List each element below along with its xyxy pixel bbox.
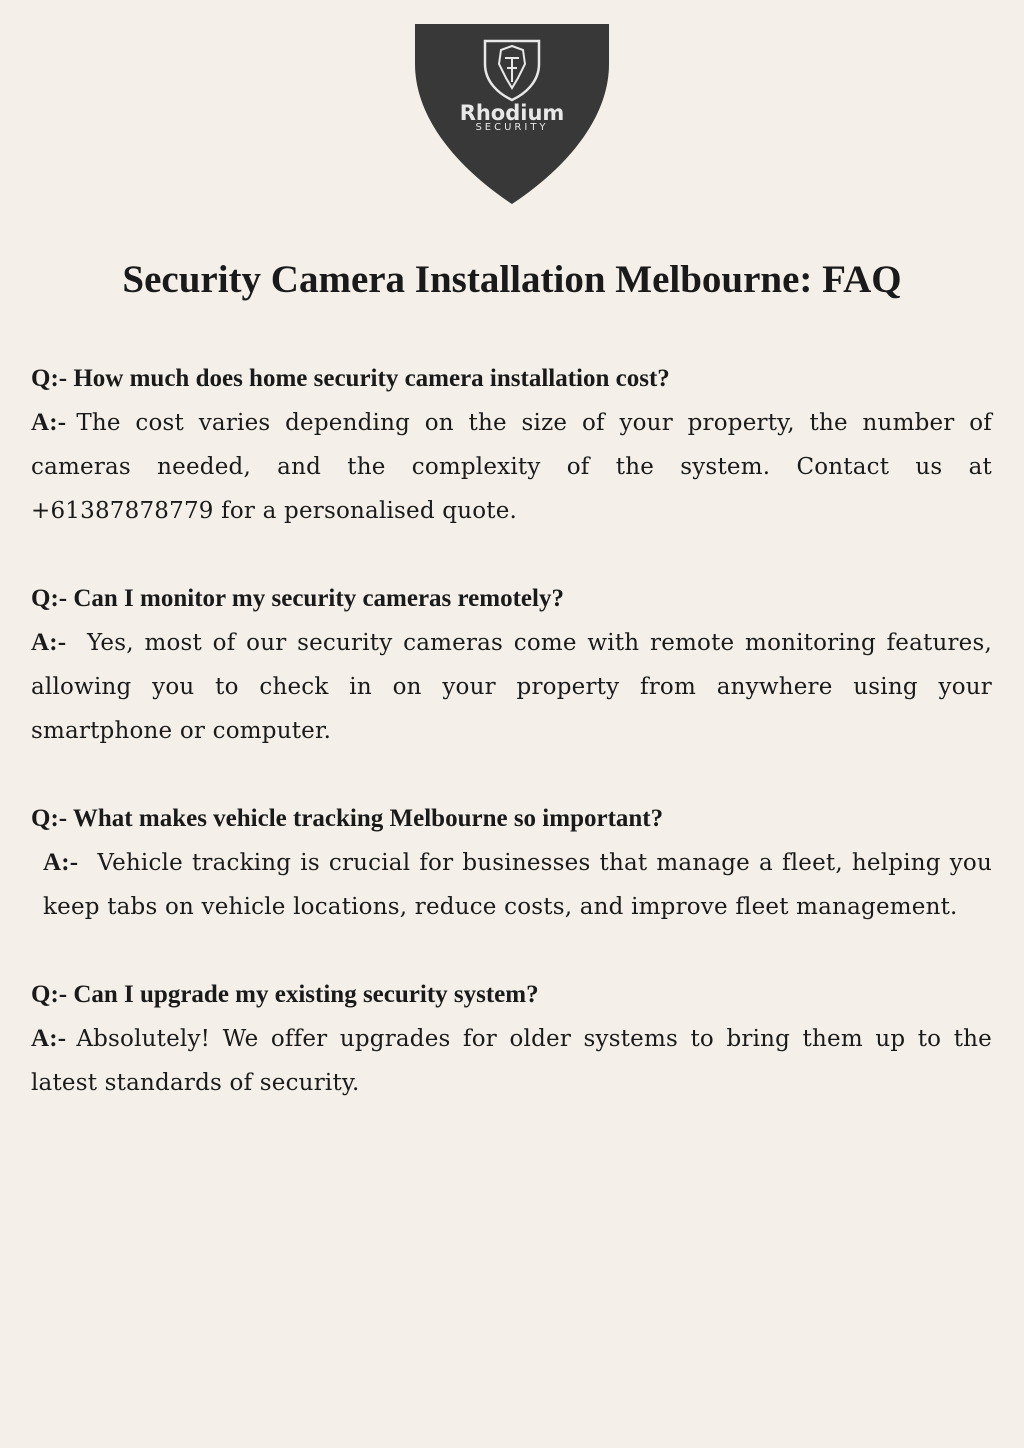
faq-question: Q:- Can I monitor my security cameras remotely? — [31, 585, 564, 612]
answer-text: Vehicle tracking is crucial for businesses that manage a fleet, helping you keep tabs on vehicle locations, reduce costs, and improve fleet management. — [43, 850, 992, 920]
faq-question: Q:- How much does home security camera installation cost? — [31, 365, 670, 392]
shield-icon — [415, 24, 609, 204]
faq-answer — [31, 841, 992, 929]
answer-text: Absolutely! We offer upgrades for older systems to bring them up to the latest standards of security. — [31, 1026, 992, 1096]
logo-brand-name: Rhodium — [459, 101, 565, 125]
logo-brand-sub: SECURITY — [475, 122, 549, 133]
faq-question: Q:- What makes vehicle tracking Melbourne so important? — [31, 805, 664, 832]
faq-answer — [31, 401, 992, 533]
faq-list — [31, 357, 992, 1149]
answer-text: The cost varies depending on the size of your property, the number of cameras needed, and the complexity of the system. Contact us at +61387878779 for a personalised quote. — [31, 410, 992, 524]
answer-prefix: A:- — [31, 629, 67, 656]
rhodium-security-logo — [415, 24, 609, 204]
faq-answer — [31, 621, 992, 753]
faq-item — [31, 357, 992, 533]
answer-text: Yes, most of our security cameras come with remote monitoring features, allowing you to check in on your property from anywhere using your smartphone or computer. — [31, 630, 992, 744]
faq-item — [31, 577, 992, 753]
answer-prefix: A:- — [31, 409, 67, 436]
answer-prefix: A:- — [31, 1025, 67, 1052]
faq-item — [31, 797, 992, 929]
faq-question: Q:- Can I upgrade my existing security system? — [31, 981, 539, 1008]
page-title: Security Camera Installation Melbourne: FAQ — [122, 258, 902, 301]
faq-item — [31, 973, 992, 1105]
faq-answer — [31, 1017, 992, 1105]
answer-prefix: A:- — [43, 849, 79, 876]
